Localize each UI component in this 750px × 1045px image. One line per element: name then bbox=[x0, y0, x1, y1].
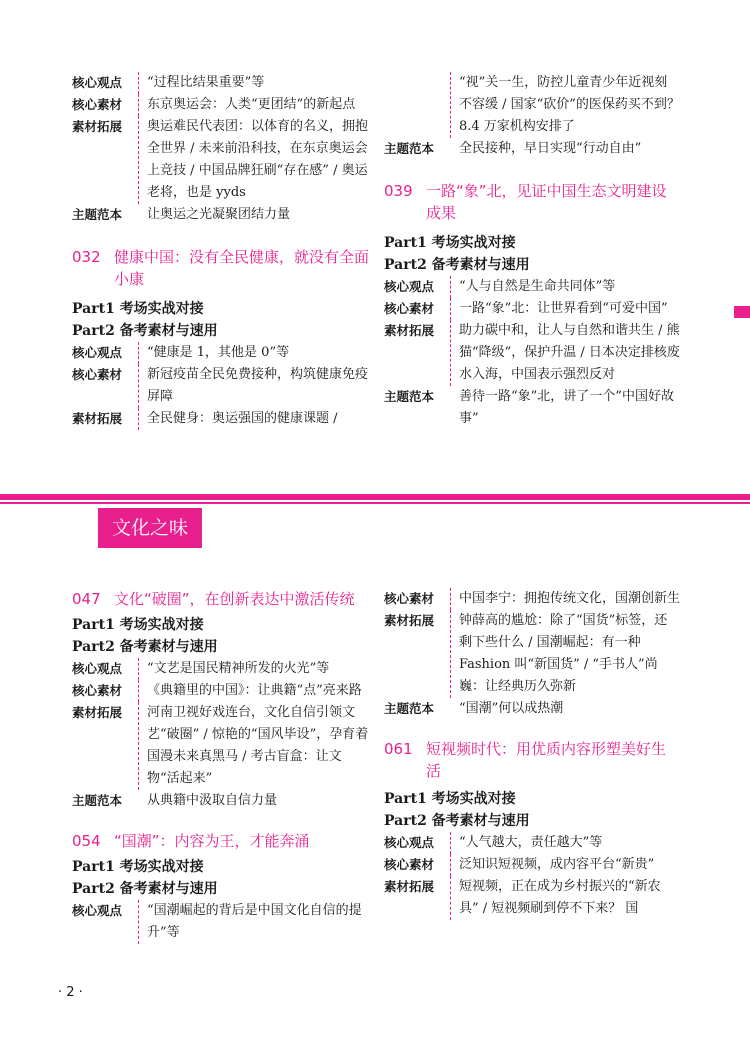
entry-row bbox=[72, 790, 370, 812]
item-title-text: 健康中国：没有全民健康，就没有全面小康 bbox=[114, 248, 370, 288]
top-left-column bbox=[72, 72, 370, 430]
entry-row bbox=[72, 72, 370, 94]
row-text: 钟薛高的尴尬：除了“国货”标签，还剩下些什么 / 国潮崛起：有一种 Fashion 叫“新国货” / “手书人”尚巍：让经典历久弥新 bbox=[450, 610, 680, 698]
item-title-text: 一路“象”北，见证中国生态文明建设成果 bbox=[426, 182, 667, 222]
part-heading: Part2 备考素材与速用 bbox=[72, 639, 218, 655]
row-text: “国潮”何以成热潮 bbox=[459, 701, 564, 716]
entry-row bbox=[72, 658, 370, 680]
row-text: 一路“象”北：让世界看到“可爱中国” bbox=[450, 298, 680, 320]
section-divider-band-2 bbox=[0, 502, 750, 504]
row-text: “国潮崛起的背后是中国文化自信的提升”等 bbox=[138, 900, 370, 944]
entry-row bbox=[72, 900, 370, 944]
entry-row bbox=[72, 342, 370, 364]
entry-row bbox=[384, 588, 680, 610]
row-label: 主题范本 bbox=[384, 141, 435, 156]
row-text: 河南卫视好戏连台，文化自信引领文艺“破圈” / 惊艳的“国风毕设”，孕育着国漫未来真黑马 / 考古盲盒：让文物“活起来” bbox=[138, 702, 370, 790]
row-text: 泛知识短视频，成内容平台“新贵” bbox=[450, 854, 680, 876]
entry-row bbox=[72, 204, 370, 226]
entry-row bbox=[384, 610, 680, 698]
entry-row bbox=[72, 364, 370, 408]
row-text: 善待一路“象”北，讲了一个“中国好故事” bbox=[459, 389, 674, 426]
entry-row bbox=[72, 680, 370, 702]
item-title bbox=[384, 738, 680, 782]
row-text: “健康是 1，其他是 0”等 bbox=[138, 342, 370, 364]
row-text: “文艺是国民精神所发的火光”等 bbox=[138, 658, 370, 680]
part-heading: Part1 考场实战对接 bbox=[72, 301, 204, 317]
row-label: 主题范本 bbox=[72, 793, 123, 808]
row-label: 素材拓展 bbox=[384, 613, 435, 628]
item-number: 054 bbox=[72, 832, 101, 850]
item-title bbox=[72, 830, 370, 852]
row-text: 全民接种，早日实现“行动自由” bbox=[459, 141, 642, 156]
entry-row bbox=[384, 832, 680, 854]
entry-row bbox=[384, 298, 680, 320]
row-label: 主题范本 bbox=[384, 389, 435, 404]
row-label: 素材拓展 bbox=[72, 119, 123, 134]
row-label: 核心观点 bbox=[72, 75, 123, 90]
row-label: 素材拓展 bbox=[72, 411, 123, 426]
row-label: 素材拓展 bbox=[384, 323, 435, 338]
row-text: 东京奥运会：人类“更团结”的新起点 bbox=[138, 94, 370, 116]
entry-row bbox=[384, 320, 680, 386]
row-label: 核心素材 bbox=[384, 591, 435, 606]
row-text: “过程比结果重要”等 bbox=[138, 72, 370, 94]
row-label: 核心观点 bbox=[72, 661, 123, 676]
row-label-empty bbox=[384, 72, 448, 138]
row-text: 从典籍中汲取自信力量 bbox=[147, 793, 278, 808]
entry-row bbox=[384, 876, 680, 920]
entry-row bbox=[72, 94, 370, 116]
page-side-tab bbox=[734, 306, 750, 318]
item-number: 032 bbox=[72, 248, 101, 266]
row-label: 核心素材 bbox=[384, 857, 435, 872]
row-text: 中国李宁：拥抱传统文化，国潮创新生 bbox=[450, 588, 680, 610]
item-title bbox=[72, 246, 370, 290]
bottom-right-column bbox=[384, 588, 680, 920]
row-label: 核心素材 bbox=[384, 301, 435, 316]
part-heading: Part2 备考素材与速用 bbox=[384, 813, 530, 829]
entry-row bbox=[384, 698, 680, 720]
row-label: 素材拓展 bbox=[72, 705, 123, 720]
row-label: 素材拓展 bbox=[384, 879, 435, 894]
row-label: 核心素材 bbox=[72, 97, 123, 112]
entry-row-continued bbox=[384, 72, 680, 138]
section-banner bbox=[98, 508, 202, 548]
part-heading: Part1 考场实战对接 bbox=[384, 791, 516, 807]
row-text: 让奥运之光凝聚团结力量 bbox=[147, 207, 291, 222]
item-title-text: “国潮”：内容为王，才能奔涌 bbox=[114, 832, 310, 850]
bottom-left-column bbox=[72, 588, 370, 944]
row-text: “人气越大，责任越大”等 bbox=[450, 832, 680, 854]
row-text: “人与自然是生命共同体”等 bbox=[450, 276, 680, 298]
row-text: “视”关一生，防控儿童青少年近视刻不容缓 / 国家“砍价”的医保药买不到？ 8.4 万家机构安排了 bbox=[450, 72, 680, 138]
row-label: 主题范本 bbox=[384, 701, 435, 716]
row-label: 核心观点 bbox=[72, 903, 123, 918]
entry-row bbox=[384, 276, 680, 298]
row-text: 《典籍里的中国》：让典籍“点”亮来路 bbox=[138, 680, 370, 702]
entry-row bbox=[384, 854, 680, 876]
part-heading: Part2 备考素材与速用 bbox=[72, 881, 218, 897]
row-label: 核心观点 bbox=[384, 835, 435, 850]
entry-row bbox=[72, 408, 370, 430]
top-right-column bbox=[384, 72, 680, 430]
item-title-text: 短视频时代：用优质内容形塑美好生活 bbox=[426, 740, 667, 780]
entry-row bbox=[72, 116, 370, 204]
part-heading: Part1 考场实战对接 bbox=[384, 235, 516, 251]
item-number: 061 bbox=[384, 740, 413, 758]
row-label: 核心素材 bbox=[72, 683, 123, 698]
row-text: 短视频，正在成为乡村振兴的“新农具” / 短视频刷到停不下来？ 国 bbox=[450, 876, 680, 920]
item-number: 039 bbox=[384, 182, 413, 200]
part-heading: Part2 备考素材与速用 bbox=[384, 257, 530, 273]
item-title-text: 文化“破圈”，在创新表达中激活传统 bbox=[114, 590, 355, 608]
entry-row bbox=[384, 138, 680, 160]
entry-row bbox=[72, 702, 370, 790]
row-label: 主题范本 bbox=[72, 207, 123, 222]
item-number: 047 bbox=[72, 590, 101, 608]
rows-block bbox=[72, 72, 370, 226]
section-divider-band bbox=[0, 494, 750, 500]
part-heading: Part1 考场实战对接 bbox=[72, 859, 204, 875]
row-label: 核心观点 bbox=[72, 345, 123, 360]
item-title bbox=[72, 588, 370, 610]
page-number: · 2 · bbox=[58, 985, 83, 1000]
row-text: 助力碳中和，让人与自然和谐共生 / 熊猫“降级”，保护升温 / 日本决定排核废水入海，中国表示强烈反对 bbox=[450, 320, 680, 386]
row-label: 核心观点 bbox=[384, 279, 435, 294]
part-heading: Part1 考场实战对接 bbox=[72, 617, 204, 633]
part-heading: Part2 备考素材与速用 bbox=[72, 323, 218, 339]
row-label: 核心素材 bbox=[72, 367, 123, 382]
item-title bbox=[384, 180, 680, 224]
row-text: 新冠疫苗全民免费接种，构筑健康免疫屏障 bbox=[138, 364, 370, 408]
section-title: 文化之味 bbox=[111, 517, 188, 539]
row-text: 全民健身：奥运强国的健康课题 / bbox=[138, 408, 370, 430]
row-text: 奥运难民代表团：以体育的名义，拥抱全世界 / 未来前沿科技，在东京奥运会上竞技 / 中国品牌狂刷“存在感” / 奥运老将，也是 yyds bbox=[138, 116, 370, 204]
entry-row bbox=[384, 386, 680, 430]
